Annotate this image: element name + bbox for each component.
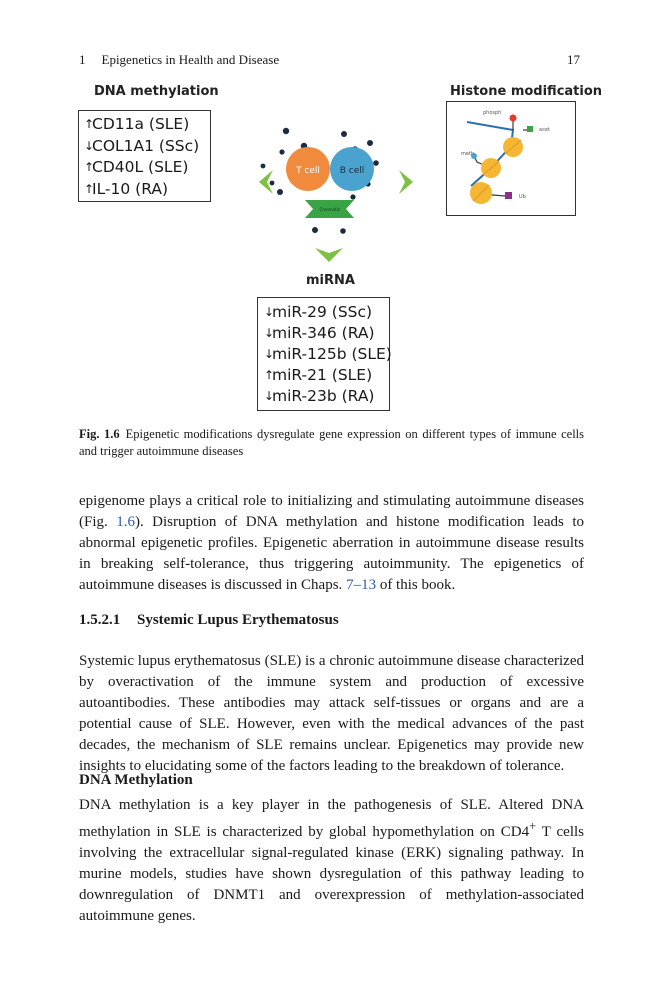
acetyl-marker — [527, 126, 533, 132]
up-arrow-icon: ↑ — [84, 117, 95, 131]
histone-modification-label: Histone modification — [450, 84, 603, 99]
down-arrow-icon: ↓ — [264, 347, 275, 361]
meth-label: meth — [461, 151, 475, 157]
mirna-box — [257, 297, 390, 411]
chapter-title: Epigenetics in Health and Disease — [101, 52, 280, 67]
dna-methylation-label: DNA methylation — [94, 84, 219, 99]
b-cell-label: B cell — [339, 166, 365, 176]
t-cell-label: T cell — [296, 166, 320, 176]
chromatin-label: Chromatin — [319, 207, 341, 212]
histone-modification-box — [446, 101, 576, 216]
acet-label: acet — [539, 127, 550, 133]
dna-item: ↑CD40L (SLE) — [84, 157, 210, 179]
down-arrow-icon: ↓ — [264, 389, 275, 403]
dna-item: ↑CD11a (SLE) — [84, 114, 210, 136]
mirna-item: ↓miR-29 (SSc) — [264, 303, 373, 321]
dna-item: ↓COL1A1 (SSc) — [84, 136, 210, 158]
figure-caption — [79, 426, 584, 460]
section-title: Systemic Lupus Erythematosus — [137, 612, 339, 628]
up-arrow-icon: ↑ — [264, 368, 275, 382]
down-arrow-icon: ↓ — [84, 138, 95, 153]
up-arrow-icon: ↑ — [84, 160, 95, 174]
dna-item: ↑IL-10 (RA) — [84, 179, 210, 201]
down-arrow-icon — [315, 248, 343, 262]
mirna-item: ↓miR-346 (RA) — [264, 324, 375, 342]
phosphate-marker — [510, 115, 517, 122]
page-number: 17 — [567, 52, 580, 67]
mirna-item: ↓miR-125b (SLE) — [264, 345, 392, 363]
section-number: 1.5.2.1 — [79, 612, 121, 628]
ub-label: Ub — [519, 194, 526, 200]
mirna-item: ↓miR-23b (RA) — [264, 387, 375, 405]
caption-text: Epigenetic modifications dysregulate gene expression on different types of immune cells and trigger autoimmune diseases — [79, 427, 585, 458]
subsection-heading: DNA Methylation — [79, 772, 193, 788]
mirna-item: ↑miR-21 (SLE) — [264, 366, 373, 384]
paragraph-sle: Systemic lupus erythematosus (SLE) is a chronic autoimmune disease characterized by overactivation of the immune system and production of excessive autoantibodies. These antibodies may attack self-tissues or organs and are a potential cause of SLE. However, even with the medical advances of the past decades, the mechanism of SLE remains unclear. Epigenetics may provide new insights to elucidating some of the factors leading to the breakdown of tolerance. — [79, 653, 584, 774]
right-arrow-icon — [399, 170, 413, 194]
mirna-label: miRNA — [306, 273, 355, 288]
section-heading — [79, 612, 339, 629]
up-arrow-icon: ↑ — [84, 181, 95, 196]
figure-number: Fig. 1.6 — [79, 427, 120, 441]
ubiquitin-marker — [505, 192, 512, 199]
histone-diagram — [447, 102, 575, 215]
figure-reference-link[interactable]: 1.6 — [116, 514, 135, 530]
down-arrow-icon: ↓ — [264, 305, 275, 319]
phosph-label: phosph — [483, 110, 502, 116]
paragraph-intro: epigenome plays a critical role to initializing and stimulating autoimmune diseases (Fig. 1.6). Disruption of DNA methylation and histone modification leads to abnormal epigenetic profiles. Epigenetic aberration in autoimmune disease results in breaking self-tolerance, thus triggering autoimmunity. The epigenetics of autoimmune diseases is discussed in Chaps. 7–13 of this book. — [79, 493, 584, 593]
paragraph-dna-methylation: DNA methylation is a key player in the pathogenesis of SLE. Altered DNA methylation in SLE is characterized by global hypomethylation on CD4+ T cells involving the extracellular signal-regulated kinase (ERK) signaling pathway. In murine models, studies have shown dysregulation of this pathway leading to downregulation of DNMT1 and overexpression of methylation-associated autoimmune genes. — [79, 797, 585, 924]
down-arrow-icon: ↓ — [264, 326, 275, 340]
chapter-reference-link[interactable]: 7–13 — [346, 577, 377, 593]
chapter-number: 1 — [79, 52, 86, 67]
